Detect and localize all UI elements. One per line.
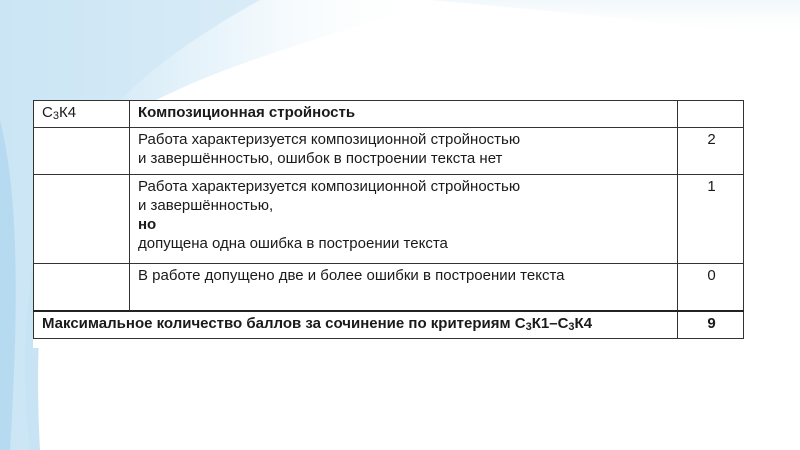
row-score: 0 — [678, 264, 744, 312]
table-row — [34, 175, 744, 264]
header-score-cell — [678, 101, 744, 128]
criterion-title: Композиционная стройность — [130, 101, 678, 128]
total-row — [34, 311, 744, 339]
row-description: Работа характеризуется композиционной стройностью и завершённостью, но допущена одна ошибка в построении текста — [130, 175, 678, 264]
table-header-row — [34, 101, 744, 128]
total-label: Максимальное количество баллов за сочинение по критериям $С_3К1-С_3К4$ — [34, 311, 678, 339]
table-row — [34, 128, 744, 175]
total-score: 9 — [678, 311, 744, 339]
table-row — [34, 264, 744, 312]
empty-code-cell — [34, 128, 130, 175]
row-score: 2 — [678, 128, 744, 175]
row-score: 1 — [678, 175, 744, 264]
row-description: В работе допущено две и более ошибки в построении текста — [130, 264, 678, 312]
criteria-table-container — [33, 100, 743, 348]
criteria-table — [33, 100, 744, 339]
criterion-code: $С_3К4$ — [34, 101, 130, 128]
row-description: Работа характеризуется композиционной стройностью и завершённостью, ошибок в построении текста нет — [130, 128, 678, 175]
empty-code-cell — [34, 175, 130, 264]
empty-code-cell — [34, 264, 130, 312]
